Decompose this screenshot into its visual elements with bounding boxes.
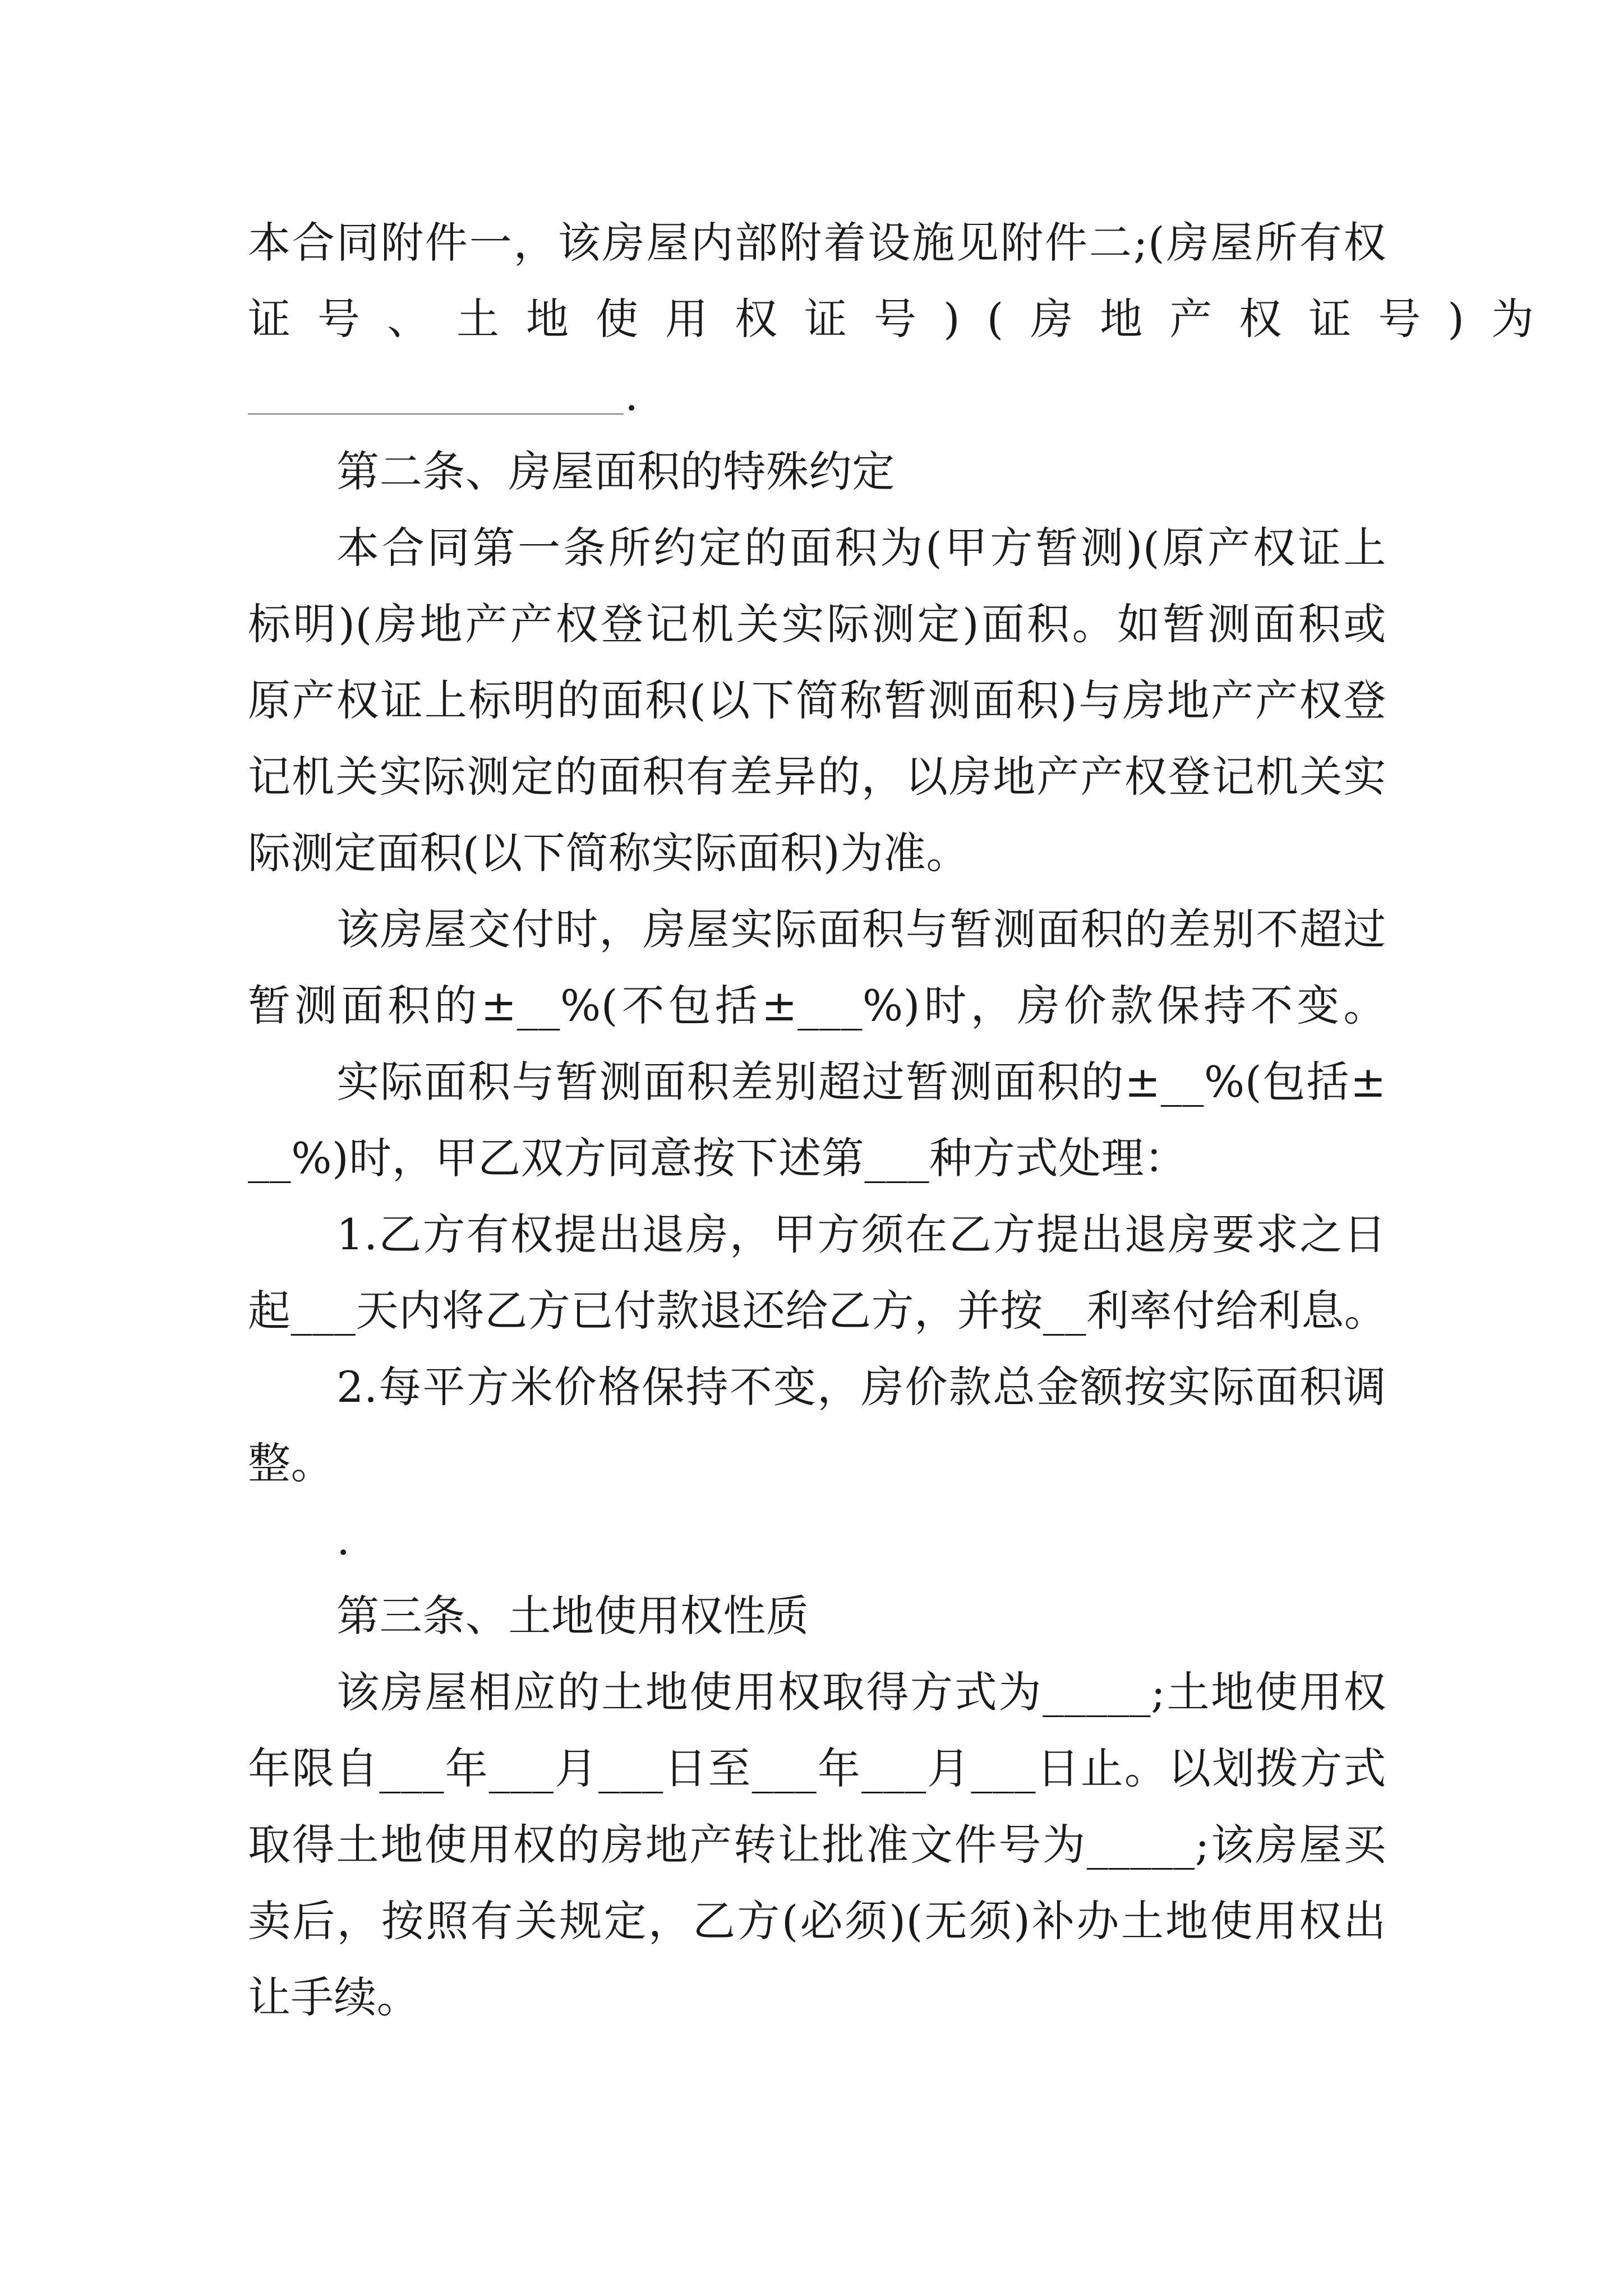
text-line: 卖后，按照有关规定，乙方(必须)(无须)补办土地使用权出 <box>248 1896 1386 1946</box>
text-line: 让手续。 <box>248 1972 420 2022</box>
text-line: 起___天内将乙方已付款退还给乙方，并按__利率付给利息。 <box>248 1286 1387 1336</box>
document-page <box>248 205 1561 2036</box>
text-line: 本合同第一条所约定的面积为(甲方暂测)(原产权证上 <box>336 523 1386 573</box>
text-line: 该房屋交付时，房屋实际面积与暂测面积的差别不超过 <box>336 904 1386 954</box>
text-line: 实际面积与暂测面积差别超过暂测面积的±__%(包括± <box>336 1057 1386 1107</box>
text-line: 取得土地使用权的房地产转让批准文件号为_____;该房屋买 <box>248 1820 1386 1870</box>
section-heading: 第三条、土地使用权性质 <box>336 1591 809 1641</box>
text-line: 标明)(房地产产权登记机关实际测定)面积。如暂测面积或 <box>248 599 1386 649</box>
text-line: 原产权证上标明的面积(以下简称暂测面积)与房地产产权登 <box>248 675 1386 725</box>
text-line: 暂测面积的±__%(不包括±___%)时，房价款保持不变。 <box>248 981 1386 1030</box>
list-item: 1.乙方有权提出退房，甲方须在乙方提出退房要求之日 <box>336 1209 1386 1259</box>
fill-in-blank <box>248 413 624 415</box>
period-mark: . <box>625 370 639 420</box>
text-line: 年限自___年___月___日至___年___月___日止。以划拨方式 <box>248 1743 1386 1793</box>
text-line: 证号、土地使用权证号)(房地产权证号)为 <box>248 294 1561 344</box>
section-heading: 第二条、房屋面积的特殊约定 <box>336 447 895 496</box>
text-line: 该房屋相应的土地使用权取得方式为_____;土地使用权 <box>336 1667 1386 1717</box>
text-line: __%)时，甲乙双方同意按下述第___种方式处理： <box>248 1133 1187 1183</box>
list-item: 2.每平方米价格保持不变，房价款总金额按实际面积调 <box>336 1362 1386 1412</box>
text-line: 本合同附件一，该房屋内部附着设施见附件二;(房屋所有权 <box>248 218 1386 268</box>
separator-dot: . <box>336 1515 351 1565</box>
blank-line-with-period <box>248 357 1386 434</box>
text-line: 整。 <box>248 1438 334 1488</box>
text-line: 记机关实际测定的面积有差异的，以房地产产权登记机关实 <box>248 752 1386 802</box>
text-line: 际测定面积(以下简称实际面积)为准。 <box>248 828 970 878</box>
